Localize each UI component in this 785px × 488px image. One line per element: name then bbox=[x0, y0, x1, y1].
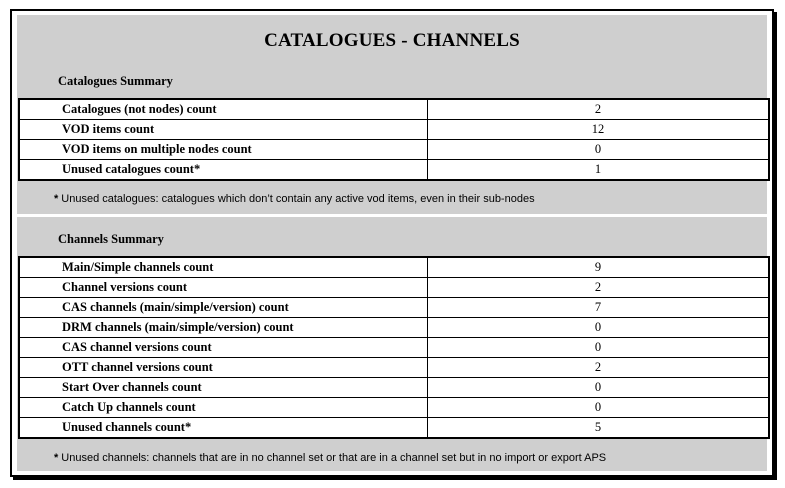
report-frame bbox=[10, 9, 774, 477]
row-label: DRM channels (main/simple/version) count bbox=[19, 318, 428, 338]
row-value: 5 bbox=[594, 420, 602, 434]
section-divider bbox=[17, 214, 767, 217]
report-panel bbox=[17, 15, 767, 471]
row-label: CAS channels (main/simple/version) count bbox=[19, 298, 428, 318]
row-value: 0 bbox=[428, 398, 770, 418]
row-value: 2 bbox=[428, 99, 770, 120]
row-value: 0 bbox=[428, 318, 770, 338]
row-label: Catalogues (not nodes) count bbox=[19, 99, 428, 120]
table-row bbox=[19, 160, 769, 181]
row-value: 12 bbox=[428, 120, 770, 140]
channels-footnote bbox=[54, 452, 606, 464]
table-row bbox=[19, 338, 769, 358]
row-label: VOD items on multiple nodes count bbox=[19, 140, 428, 160]
row-value: 2 bbox=[428, 358, 770, 378]
table-row bbox=[19, 378, 769, 398]
row-label: Channel versions count bbox=[19, 278, 428, 298]
row-label: OTT channel versions count bbox=[19, 358, 428, 378]
channels-summary-heading: Channels Summary bbox=[58, 232, 164, 246]
channels-summary-table bbox=[18, 256, 770, 439]
table-row bbox=[19, 278, 769, 298]
table-row bbox=[19, 99, 769, 120]
catalogues-footnote bbox=[54, 193, 535, 205]
row-value: 0 bbox=[428, 378, 770, 398]
row-value: 1 bbox=[594, 162, 602, 176]
row-label: Catch Up channels count bbox=[19, 398, 428, 418]
table-row bbox=[19, 398, 769, 418]
row-value: 9 bbox=[428, 257, 770, 278]
row-value: 2 bbox=[428, 278, 770, 298]
footnote-marker: * bbox=[54, 452, 59, 464]
catalogues-summary-heading: Catalogues Summary bbox=[58, 74, 173, 88]
table-row bbox=[19, 298, 769, 318]
row-label: Unused channels count* bbox=[19, 418, 428, 439]
table-row bbox=[19, 318, 769, 338]
row-value: 0 bbox=[428, 140, 770, 160]
row-value: 0 bbox=[428, 338, 770, 358]
table-row bbox=[19, 257, 769, 278]
row-label: Main/Simple channels count bbox=[19, 257, 428, 278]
footnote-text: Unused catalogues: catalogues which don’t contain any active vod items, even in their sub-nodes bbox=[61, 193, 535, 205]
footnote-text: Unused channels: channels that are in no channel set or that are in a channel set but in no import or export APS bbox=[61, 452, 607, 464]
footnote-marker: * bbox=[54, 193, 59, 205]
page-title: CATALOGUES - CHANNELS bbox=[264, 30, 520, 51]
row-label: Unused catalogues count* bbox=[19, 160, 428, 181]
table-row bbox=[19, 140, 769, 160]
table-row bbox=[19, 418, 769, 439]
catalogues-summary-table bbox=[18, 98, 770, 181]
table-row bbox=[19, 120, 769, 140]
row-label: CAS channel versions count bbox=[19, 338, 428, 358]
row-value: 7 bbox=[428, 298, 770, 318]
table-row bbox=[19, 358, 769, 378]
row-label: Start Over channels count bbox=[19, 378, 428, 398]
row-label: VOD items count bbox=[19, 120, 428, 140]
